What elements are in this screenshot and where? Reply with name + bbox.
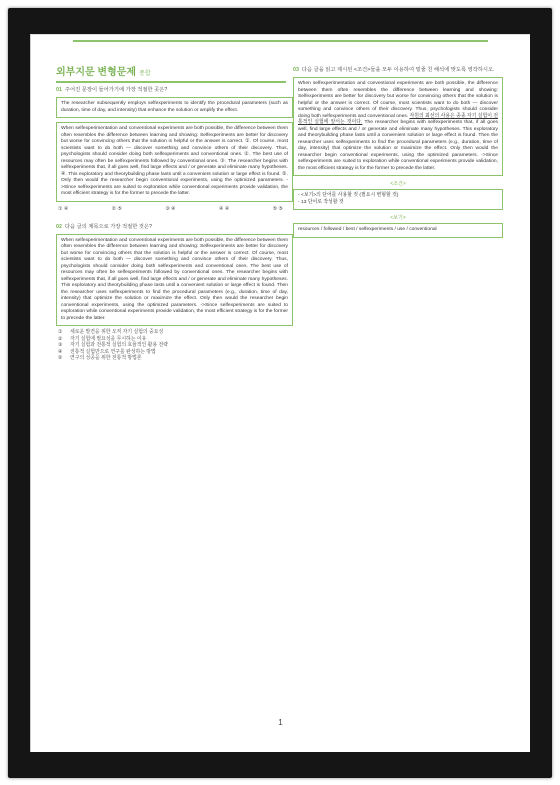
passage-after: The researcher begins with selfexperiments that, if all goes well, find large effects and / or generate and eliminate many hypotheses. This exploratory and theorybuilding phase lasts until a convenient solution or large effect is found. Then the researcher uses selfexperiments to find the procedural parameters (e.g., duration, time of day, intensity) that optimize the solution or maximize the effect. Only then would the researcher begin conventional experiments, using the optimized parameters. ->Since selfexperiments are suited to exploration while conventional experiments provide validation, the most efficient strategy is for the former to precede the latter.: [298, 120, 498, 171]
left-column: [56, 87, 293, 363]
header: [56, 63, 286, 83]
underlined-korean: 자원의 최선의 사용은 종종 자기 실험이 전통적인 실험에 앞서는 것이다.: [298, 113, 499, 125]
page-number: 1: [278, 718, 283, 727]
question-02-number: 02: [56, 223, 62, 230]
choice-text: 자기 실험과 전통적 실험의 효율적인 활용 전략: [70, 343, 168, 349]
bogi-box: resources / followed / best / selfexperiments / use / conventional: [293, 223, 503, 238]
choice-marker: ⑤: [58, 356, 63, 362]
choice-4[interactable]: ④ ④: [218, 205, 230, 212]
choice-1[interactable]: ① ④: [58, 205, 69, 212]
question-02-prompt: [56, 224, 293, 231]
question-02-passage: When selfexperimentation and conventional experiments are both possible, the difference between them often resembles the difference between learning and showing: Selfexperiments are better for discovery but worse for convincing others that the solution is helpful or the answer is correct. Of course, most scientists want to do both — discover something and convince others of their discovery. Thus, psychologists should consider doing both selfexperiments and conventional ones. The best use of resources may often be selfexperiments followed by conventional ones. The researcher begins with selfexperiments that, if all goes well, find large effects and / or generate and eliminate many hypotheses. This exploratory and theorybuilding phase lasts until a convenient solution or large effect is found. Then the researcher uses selfexperiments to find the procedural parameters (e.g., duration, time of day, intensity) that optimize the solution or maximize the effect. Only then would the researcher begin conventional experiments, using the optimized parameters. ->Since selfexperiments are suited to exploration while conventional experiments provide validation, the most efficient strategy is for the former to precede the latter.: [56, 234, 293, 327]
choice-5[interactable]: ⑤ ⑤: [272, 205, 283, 212]
question-03-number: 03: [293, 67, 299, 73]
choice-item[interactable]: [58, 330, 293, 337]
conditions-label: <조건>: [390, 181, 406, 187]
condition-item: - <보기>의 단어를 사용할 것 (필요시 변형할 것): [298, 193, 399, 198]
conditions-box: [293, 189, 503, 210]
choice-text: 전통적 실험만으로 연구를 완성하는 방법: [70, 349, 156, 355]
title-underline: [56, 81, 286, 83]
question-03-prompt: [293, 67, 503, 74]
question-01-text: 주어진 문장이 들어가기에 가장 적절한 곳은?: [64, 87, 168, 93]
choice-marker: ②: [58, 336, 63, 342]
top-rule: [73, 40, 488, 42]
question-01-prompt: [56, 87, 293, 94]
choice-marker: ①: [58, 330, 63, 335]
choice-3[interactable]: ③ ④: [165, 205, 176, 212]
question-01-passage: When selfexperimentation and conventional experiments are both possible, the difference between them often resembles the difference between learning and showing: Selfexperiments are better for discovery but worse for convincing others that the solution is helpful or the answer is correct. ①. Of course, most scientists want to do both — discover something and convince others of their discovery. Thus, psychologists should consider doing both selfexperiments and conventional ones. ②. The best use of resources may often be selfexperiments followed by conventional ones. ③. The researcher begins with selfexperiments that, if all goes well, find large effects and / or generate and eliminate many hypotheses. ④. This exploratory and theorybuilding phase lasts until a convenient solution or large effect is found. ⑤. Only then would the researcher begin conventional experiments, using the optimized parameters. ->Since selfexperiments are suited to exploration while conventional experiments provide validation, the most efficient strategy is for the former to precede the latter.: [56, 122, 293, 202]
page-subtitle: 종합: [139, 71, 151, 77]
choice-text: 새로운 발견을 위한 오직 자기 실험의 중요성: [70, 330, 164, 335]
question-02-choices: [56, 330, 293, 363]
choice-item[interactable]: [58, 343, 293, 350]
page-title-text: 외부지문 변형문제: [56, 67, 137, 78]
question-02-text: 다음 글의 제목으로 가장 적절한 것은?: [64, 223, 152, 230]
choice-marker: ④: [58, 349, 63, 355]
choice-text: 연구의 성공을 위한 전통적 방법론: [70, 356, 142, 362]
choice-item[interactable]: [58, 356, 293, 363]
choice-2[interactable]: ② ⑤: [111, 205, 123, 212]
page-title: [56, 63, 286, 78]
choice-marker: ③: [58, 343, 63, 349]
bogi-label: <보기>: [390, 215, 406, 221]
choice-text: 자기 실험에 필요성을 무시하는 이유: [70, 336, 147, 342]
document-page: [30, 34, 530, 752]
question-01-number: 01: [56, 87, 62, 93]
condition-item: - 13 단어로 작성할 것: [298, 199, 344, 205]
question-03-text: 다음 글을 읽고 제시된 <조건>들을 모두 이용하여 밑줄 친 해석에 맞도록 영작하시오.: [301, 67, 495, 73]
question-01-given-sentence: The researcher subsequently employs selfexperiments to identify the procedural parameters (such as duration, time of day, and intensity) that enhance the solution or amplify the effect.: [56, 97, 293, 118]
question-03-passage: [293, 77, 503, 176]
right-column: [293, 67, 503, 238]
passage-before: When selfexperimentation and conventional experiments are both possible, the difference between them often resembles the difference between learning and showing: Selfexperiments are better for discovery but worse for convincing others that the solution is helpful or the answer is correct. Of course, most scientists want to do both — discover something and convince others of their discovery. Thus, psychologists should consider doing both selfexperiments and conventional ones.: [298, 81, 498, 119]
